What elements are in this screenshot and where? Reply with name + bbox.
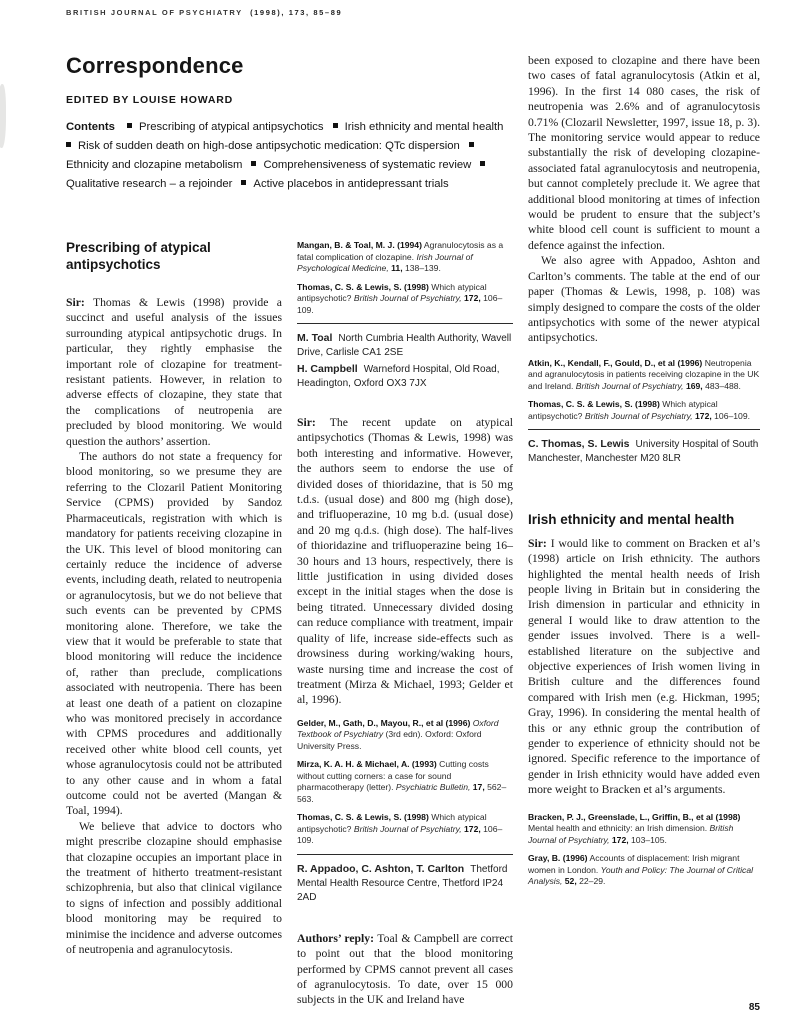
reference-journal: British Journal of Psychiatry, xyxy=(528,823,734,845)
reference-journal: British Journal of Psychiatry, xyxy=(575,380,684,391)
salutation: Sir: xyxy=(528,536,547,550)
reference xyxy=(528,358,760,393)
section-title: Correspondence xyxy=(66,53,244,78)
signatory-affiliation: North Cumbria Health Authority, Wavell Drive, Carlisle CA1 2SE xyxy=(297,333,512,358)
reference-authors: Atkin, K., Kendall, F., Gould, D., et al (1996) xyxy=(528,357,703,368)
reference-title: Neutropenia and agranulocytosis in patients receiving clozapine in the UK and Ireland. xyxy=(528,357,760,391)
bullet-square-icon xyxy=(480,161,485,166)
signatory xyxy=(297,362,513,391)
signatory xyxy=(528,437,760,466)
edited-by-line: EDITED BY LOUISE HOWARD xyxy=(66,94,233,106)
reference xyxy=(528,853,760,888)
reference-journal: Youth and Policy: The Journal of Critical Analysis, xyxy=(528,864,754,887)
letter3-heading: Irish ethnicity and mental health xyxy=(528,512,735,528)
reference-authors: Thomas, C. S. & Lewis, S. (1998) xyxy=(528,399,660,410)
reference xyxy=(528,399,760,422)
reference-volume: 172, xyxy=(611,834,629,845)
reference-authors: Bracken, P. J., Greenslade, L., Griffin, B., et al (1998) xyxy=(528,811,741,822)
letter1-paragraph: We believe that advice to doctors who might prescribe clozapine should emphasise that clozapine occupies an important place in the treatment of hitherto treatment-resistant schizophrenia, but also that clinical vigilance to signs of infection and possibly additional blood monitoring may be required to minimise the incidence and adverse outcomes of neutropenia and agranulocytosis. xyxy=(66,819,282,957)
scan-artifact xyxy=(0,84,6,148)
reference-pages: 106–109. xyxy=(297,823,503,846)
contents-item-label: Prescribing of atypical antipsychotics xyxy=(138,121,324,133)
reference-authors: Gray, B. (1996) xyxy=(528,853,588,864)
letter1-paragraph: The authors do not state a frequency for blood monitoring, so we presume they are referring to the Clozaril Patient Monitoring Service (CPMS) provided by Sandoz Pharmaceuticals, registration with which is mandatory for patients receiving clozapine in the UK. This level of blood monitoring can certainly reduce the incidence of adverse events, including death, related to neutropenia or agranulocytosis, but we do not believe that such events can be prevented by CPMS monitoring alone. Therefore, we take the view that it would be preferable to state that blood monitoring will reduce the incidence of, rather than preclude, complications associated with neutropenia. There has been at least one death of a patient on clozapine who was monitored precisely in accordance with CPMS procedures and additionally received other white blood cell counts, yet whose agranulocytosis could not be attributed to any other cause and in whom a fatal outcome could not be averted (Mangan & Toal, 1994). xyxy=(66,450,282,818)
reference-title: Agranulocytosis as a fatal complication of clozapine. xyxy=(297,240,504,262)
reference-authors: Mirza, K. A. H. & Michael, A. (1993) xyxy=(297,759,437,770)
paragraph-text: Toal & Campbell are correct to point out that the blood monitoring performed by CPMS cannot prevent all cases of agranulocytosis. To date, over 15 000 subjects in the UK and Ireland have xyxy=(297,931,513,1007)
reference-volume: 169, xyxy=(685,380,703,391)
reference-pages: 483–488. xyxy=(705,380,741,391)
reference-pages: 106–109. xyxy=(297,293,503,315)
bullet-square-icon xyxy=(127,123,132,128)
authors-reply-lead: Authors’ reply: xyxy=(297,931,375,945)
contents-item xyxy=(333,121,504,133)
reference-volume: 172, xyxy=(695,410,712,421)
signatory-name: C. Thomas, S. Lewis xyxy=(528,438,630,451)
contents-item-label: Active placebos in antidepressant trials xyxy=(253,178,449,190)
signatory xyxy=(297,862,513,905)
reference-title: Which atypical antipsychotic? xyxy=(297,281,487,303)
reference-journal: Oxford Textbook of Psychiatry xyxy=(297,717,499,740)
reference xyxy=(297,282,513,317)
letter1-references xyxy=(297,240,513,316)
letter3-references xyxy=(528,812,760,888)
contents-item-label: Risk of sudden death on high-dose antipsychotic medication: QTc dispersion xyxy=(78,140,460,152)
signature-rule xyxy=(297,854,513,855)
letter3-paragraph xyxy=(528,536,760,798)
letter1-heading: Prescribing of atypical antipsychotics xyxy=(66,240,211,272)
reference xyxy=(297,240,513,275)
reference-authors: Thomas, C. S. & Lewis, S. (1998) xyxy=(297,281,429,292)
reference-volume: 52, xyxy=(564,876,577,887)
signatory-affiliation: Thetford Mental Health Resource Centre, Thetford IP24 2AD xyxy=(297,863,508,903)
contents-item xyxy=(127,121,324,133)
letter-columns xyxy=(66,240,513,1008)
contents-item-label: Qualitative research – a rejoinder xyxy=(66,178,233,190)
paragraph-text: The recent update on atypical antipsychotics (Thomas & Lewis, 1998) was both interesting and informative. However, the authors seem to endorse the use of divided doses of thioridazine, that is 50 mg t.d.s. (usual dose) and 800 mg (high dose), and trifluoperazine, 10 mg b.d. (usual dose) and 20 mg q.d.s. (high dose). The half-lives of thioridazine and trifluoperazine being 16–30 hours and 13 hours, respectively, there is little justification in using divided doses except in the initial stages when the dose is being titrated. Unnecessary divided dosing can reduce compliance with treatment, impair quality of life, increase side-effects such as drowsiness during working/waking hours, waste nursing time and increase the cost of treatment (Mirza & Michael, 1993; Gelder et al, 1996). xyxy=(297,416,513,707)
reference-journal: British Journal of Psychiatry, xyxy=(353,293,462,303)
bullet-square-icon xyxy=(251,161,256,166)
paragraph-text: I would like to comment on Bracken et al’s (1998) article on Irish ethnicity. The authors highlighted the mental health needs of Irish people living in Britain but in considering the Irish dimension in particular and ethnicity in general I would like to draw attention to the gender issues involved. There is a well-established literature on the subjective and objective experiences of Irish women living in British culture and the differences found compared with Irish men (e.g. Hickman, 1995; Gray, 1996). In considering the mental health of this or any ethnic group the contribution of gender to experience of ethnicity should not be ignored. Specific reference to the importance of gender in Irish ethnicity would have added even more weight to Bracken et al’s arguments. xyxy=(528,536,761,797)
signatory-affiliation: University Hospital of South Manchester, Manchester M20 8LR xyxy=(528,439,759,465)
journal-name: BRITISH JOURNAL OF PSYCHIATRY xyxy=(66,8,243,17)
letter2-references xyxy=(297,718,513,847)
reference-volume: 172, xyxy=(464,293,481,303)
bullet-square-icon xyxy=(469,142,474,147)
reference-pages: 562–563. xyxy=(297,782,507,804)
salutation: Sir: xyxy=(297,416,316,429)
signatory-name: R. Appadoo, C. Ashton, T. Carlton xyxy=(297,862,465,875)
reference-title: Which atypical antipsychotic? xyxy=(297,812,487,834)
journal-issue: (1998), 173, 85–89 xyxy=(250,8,343,17)
reference-journal: Irish Journal of Psychological Medicine, xyxy=(297,251,473,273)
signature-rule xyxy=(528,429,760,430)
signatory xyxy=(297,331,513,360)
reference-authors: Gelder, M., Gath, D., Mayou, R., et al (1996) xyxy=(297,717,471,728)
column-right xyxy=(528,53,760,1008)
contents-item-label: Comprehensiveness of systematic review xyxy=(263,159,472,171)
contents-item xyxy=(66,140,460,152)
contents-item xyxy=(241,178,448,190)
reference-authors: Thomas, C. S. & Lewis, S. (1998) xyxy=(297,812,429,823)
bullet-square-icon xyxy=(333,123,338,128)
reference-authors: Mangan, B. & Toal, M. J. (1994) xyxy=(297,240,422,250)
column-middle xyxy=(297,240,513,1008)
salutation: Sir: xyxy=(66,296,85,309)
contents-list xyxy=(66,118,521,194)
signatory-affiliation: Warneford Hospital, Old Road, Headington, Oxford OX3 7JX xyxy=(297,364,500,389)
reference-pages: 138–139. xyxy=(404,263,441,273)
reference-pages: 103–105. xyxy=(631,834,667,845)
reference-volume: 172, xyxy=(464,823,481,834)
bullet-square-icon xyxy=(66,142,71,147)
paragraph-text: Thomas & Lewis (1998) provide a succinct and useful analysis of the issues surrounding atypical antipsychotic drugs. In particular, they rightly emphasise the important role of clozapine for treatment-resistant patients. However, in relation to adverse effects of clozapine, they state that the complications of neutropenia are precluded by blood monitoring. We would question the authors’ assertion. xyxy=(66,296,282,448)
reference xyxy=(528,812,760,847)
reference-title: Which atypical antipsychotic? xyxy=(528,399,718,421)
signature-rule xyxy=(297,323,513,324)
page-number: 85 xyxy=(748,1002,760,1013)
main-area xyxy=(66,53,513,1008)
reference-volume: 17, xyxy=(472,782,485,793)
reference-journal: Psychiatric Bulletin, xyxy=(395,782,471,793)
authors-reply-continuation: been exposed to clozapine and there have been two cases of fatal agranulocytosis (Atkin et al, 1996). In the first 14 080 cases, the risk of neutropenia was 2.6% and of agranulocytosis 0.71% (Clozaril Newsletter, 1997, issue 18, p. 3). The monitoring service would appear to reduce substantially the risk of developing clozapine-associated fatal agranulocytosis and neutropenia, but cannot completely preclude it. We agree that additional blood monitoring at times of infection would be prudent to ensure that the subject’s white blood cell count is sufficient to mount a defence against the infection. xyxy=(528,54,760,252)
journal-masthead xyxy=(66,8,760,17)
contents-label: Contents xyxy=(66,121,115,133)
signatory-name: M. Toal xyxy=(297,332,333,344)
reference-title: Accounts of displacement: Irish migrant women in London. xyxy=(528,853,740,875)
authors-reply-paragraph: We also agree with Appadoo, Ashton and Carlton’s comments. The table at the end of our paper (Thomas & Lewis, 1998, p. 108) was simply designed to compare the costs of the older antipsychotics with some of the newer atypical antipsychotics. xyxy=(528,254,760,345)
signatory-name: H. Campbell xyxy=(297,363,358,375)
page-content xyxy=(66,53,760,1008)
reference-journal: British Journal of Psychiatry, xyxy=(353,823,462,834)
reference-title: Cutting costs without cutting corners: a case for sound pharmacotherapy (letter). xyxy=(297,759,489,793)
reply-references xyxy=(528,358,760,423)
letter1-paragraph xyxy=(66,295,282,449)
reference xyxy=(297,718,513,753)
bullet-square-icon xyxy=(241,180,246,185)
authors-reply-paragraph xyxy=(297,931,513,1008)
contents-item-label: Ethnicity and clozapine metabolism xyxy=(66,159,243,171)
reference-pages: (3rd edn). Oxford: Oxford University Press. xyxy=(297,729,482,751)
reference-journal: British Journal of Psychiatry, xyxy=(584,410,693,421)
contents-item xyxy=(251,159,471,171)
letter2-paragraph xyxy=(297,415,513,708)
reference xyxy=(297,759,513,805)
reference-pages: 22–29. xyxy=(579,876,606,887)
reference xyxy=(297,812,513,847)
column-left xyxy=(66,240,282,1008)
reference-pages: 106–109. xyxy=(714,410,750,421)
contents-item-label: Irish ethnicity and mental health xyxy=(344,121,504,133)
reference-title: Mental health and ethnicity: an Irish dimension. xyxy=(528,823,708,834)
reference-volume: 11, xyxy=(391,263,403,273)
